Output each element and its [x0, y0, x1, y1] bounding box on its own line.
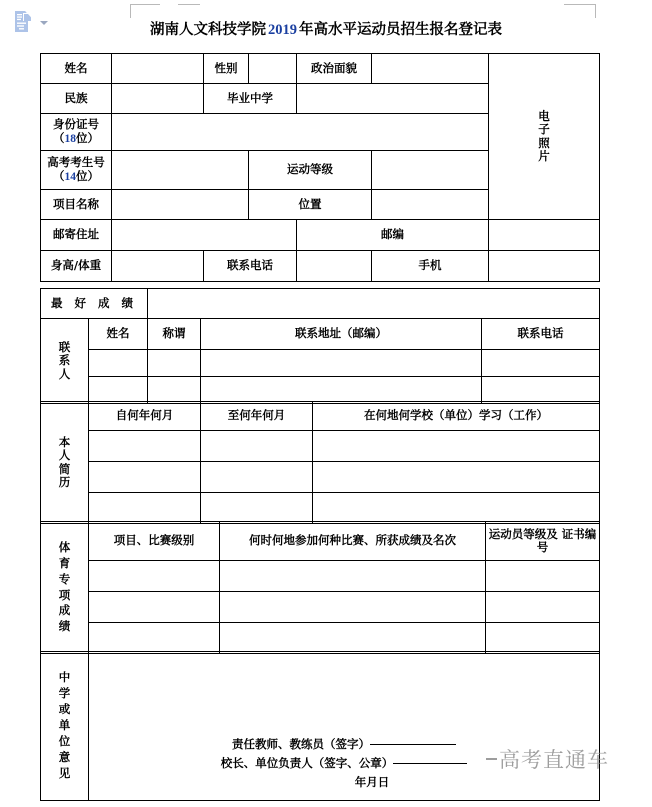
page-title-suffix: 年高水平运动员招生报名登记表 [299, 21, 502, 38]
table-row [41, 377, 600, 404]
id-number-value[interactable] [112, 114, 489, 151]
sport-results-cell-detail[interactable] [220, 561, 486, 592]
sport-results-cell-event[interactable] [89, 592, 220, 623]
sport-results-cell-detail[interactable] [220, 623, 486, 654]
sport-results-table [40, 521, 600, 654]
resume-cell-to[interactable] [201, 431, 313, 462]
signature-date-line: 年月日 [354, 775, 390, 790]
page-title [0, 18, 652, 39]
resume-header-from: 自何年何月 [89, 402, 201, 431]
gender-value[interactable] [249, 54, 297, 84]
personal-info-table [40, 53, 600, 282]
photo-cell[interactable] [489, 54, 600, 220]
opinion-row-label [41, 652, 89, 801]
contacts-header-relation: 称谓 [148, 319, 201, 350]
table-row [41, 402, 600, 431]
table-row [41, 652, 600, 801]
sport-results-row-label-char: 项 [58, 587, 71, 602]
gender-label: 性别 [204, 54, 249, 84]
photo-label-char: 片 [538, 148, 550, 163]
signature-principal-line [89, 754, 599, 773]
signature-teacher-line [89, 735, 599, 754]
resume-header-to: 至何年何月 [201, 402, 313, 431]
project-name-value[interactable] [112, 190, 249, 220]
mobile-label: 手机 [372, 251, 489, 282]
position-label: 位置 [249, 190, 372, 220]
table-row [41, 592, 600, 623]
contacts-header-name: 姓名 [89, 319, 148, 350]
photo-label-char: 子 [538, 122, 550, 137]
best-result-value[interactable] [148, 289, 600, 319]
sport-results-cell-event[interactable] [89, 561, 220, 592]
photo-label-char: 照 [538, 135, 550, 150]
margin-guide [130, 4, 160, 5]
height-weight-label: 身高/体重 [41, 251, 112, 282]
id-number-label-line1: 身份证号 [53, 117, 99, 132]
opinion-row-label-char: 意 [58, 749, 71, 764]
table-row [41, 493, 600, 524]
resume-row-label-char: 历 [58, 474, 71, 489]
contacts-cell-phone[interactable] [482, 377, 600, 404]
exam-number-label-line2: （14位） [53, 168, 99, 183]
photo-label-char: 电 [538, 109, 550, 124]
contacts-row-label-char: 人 [58, 366, 71, 381]
opinion-content-area[interactable] [89, 652, 600, 801]
signature-block [89, 735, 599, 792]
contacts-cell-address[interactable] [201, 350, 482, 377]
table-row [41, 522, 600, 561]
resume-cell-to[interactable] [201, 462, 313, 493]
margin-guide [595, 4, 596, 18]
watermark-text: 高考直通车 [499, 748, 609, 772]
mobile-value[interactable] [489, 251, 600, 282]
signature-teacher-label: 责任教师、教练员（签字） [232, 737, 370, 752]
sport-results-cell-event[interactable] [89, 623, 220, 654]
ethnicity-label: 民族 [41, 84, 112, 114]
opinion-row-label-char: 单 [58, 718, 71, 733]
signature-principal-rule[interactable] [393, 763, 467, 764]
political-label: 政治面貌 [297, 54, 372, 84]
sport-level-value[interactable] [372, 151, 489, 190]
margin-guide [178, 4, 200, 5]
opinion-table [40, 651, 600, 801]
sport-results-cell-certificate[interactable] [486, 592, 600, 623]
contacts-row-label-char: 系 [58, 353, 71, 368]
resume-cell-from[interactable] [89, 431, 201, 462]
resume-row-label-char: 人 [58, 448, 71, 463]
political-value[interactable] [372, 54, 489, 84]
margin-guide [564, 4, 596, 5]
table-row [41, 462, 600, 493]
table-row [41, 220, 600, 251]
resume-cell-place[interactable] [313, 431, 600, 462]
table-row [41, 319, 600, 350]
graduate-school-label: 毕业中学 [204, 84, 297, 114]
resume-row-label-char: 本 [58, 435, 71, 450]
sport-results-cell-certificate[interactable] [486, 561, 600, 592]
sport-results-header-certificate-line2: 证书编号 [536, 526, 597, 554]
postcode-label: 邮编 [297, 220, 489, 251]
sport-results-row-label-char: 专 [58, 571, 71, 586]
id-number-label [41, 114, 112, 151]
graduate-school-value[interactable] [297, 84, 489, 114]
table-row [41, 54, 600, 84]
contacts-row-label [41, 319, 89, 404]
contact-phone-label: 联系电话 [204, 251, 297, 282]
contacts-row-label-char: 联 [58, 340, 71, 355]
table-row [41, 431, 600, 462]
sport-results-header-certificate-line1: 运动员等级及 [488, 526, 558, 541]
table-row [41, 350, 600, 377]
exam-number-label-line1: 高考考生号 [47, 155, 105, 170]
height-weight-value[interactable] [112, 251, 204, 282]
sport-results-row-label-char: 绩 [58, 619, 71, 634]
sport-results-row-label-char: 育 [58, 555, 71, 570]
opinion-row-label-char: 或 [58, 702, 71, 717]
resume-cell-from[interactable] [89, 462, 201, 493]
table-row [41, 623, 600, 654]
contacts-header-phone: 联系电话 [482, 319, 600, 350]
resume-header-place: 在何地何学校（单位）学习（工作） [313, 402, 600, 431]
resume-row-label-char: 简 [58, 461, 71, 476]
contact-phone-value[interactable] [297, 251, 372, 282]
sport-results-header-event: 项目、比赛级别 [89, 522, 220, 561]
margin-guide [130, 4, 131, 18]
position-value[interactable] [372, 190, 489, 220]
best-result-label: 最 好 成 绩 [41, 289, 148, 319]
sport-results-row-label-char: 体 [58, 539, 71, 554]
resume-cell-place[interactable] [313, 493, 600, 524]
opinion-row-label-char: 学 [58, 686, 71, 701]
sport-level-label: 运动等级 [249, 151, 372, 190]
contacts-table [40, 288, 600, 404]
opinion-row-label-char: 见 [58, 765, 71, 780]
table-row [41, 251, 600, 282]
id-number-label-line2: （18位） [53, 130, 99, 145]
signature-teacher-rule[interactable] [370, 744, 456, 745]
contacts-cell-name[interactable] [89, 377, 148, 404]
page-title-year: 2019 [268, 22, 297, 38]
opinion-row-label-char: 位 [58, 733, 71, 748]
resume-table [40, 401, 600, 524]
mail-address-value[interactable] [112, 220, 297, 251]
resume-row-label [41, 402, 89, 524]
resume-cell-place[interactable] [313, 462, 600, 493]
resume-cell-from[interactable] [89, 493, 201, 524]
contacts-cell-relation[interactable] [148, 350, 201, 377]
sport-results-row-label [41, 522, 89, 654]
sport-results-row-label-char: 成 [58, 603, 71, 618]
sport-results-cell-certificate[interactable] [486, 623, 600, 654]
contacts-cell-name[interactable] [89, 350, 148, 377]
sport-results-cell-detail[interactable] [220, 592, 486, 623]
sport-results-header-detail: 何时何地参加何种比赛、所获成绩及名次 [220, 522, 486, 561]
sport-results-header-certificate [486, 522, 600, 561]
project-name-label: 项目名称 [41, 190, 112, 220]
opinion-row-label-char: 中 [58, 670, 71, 685]
table-row [41, 561, 600, 592]
signature-principal-label: 校长、单位负责人（签字、公章） [220, 756, 394, 771]
postcode-value[interactable] [489, 220, 600, 251]
name-label: 姓名 [41, 54, 112, 84]
contacts-cell-relation[interactable] [148, 377, 201, 404]
ethnicity-value[interactable] [112, 84, 204, 114]
mail-address-label: 邮寄住址 [41, 220, 112, 251]
exam-number-value[interactable] [112, 151, 249, 190]
name-value[interactable] [112, 54, 204, 84]
contacts-cell-phone[interactable] [482, 350, 600, 377]
resume-cell-to[interactable] [201, 493, 313, 524]
contacts-cell-address[interactable] [201, 377, 482, 404]
contacts-header-address: 联系地址（邮编） [201, 319, 482, 350]
page-title-prefix: 湖南人文科技学院 [150, 21, 266, 38]
exam-number-label [41, 151, 112, 190]
table-row [41, 289, 600, 319]
